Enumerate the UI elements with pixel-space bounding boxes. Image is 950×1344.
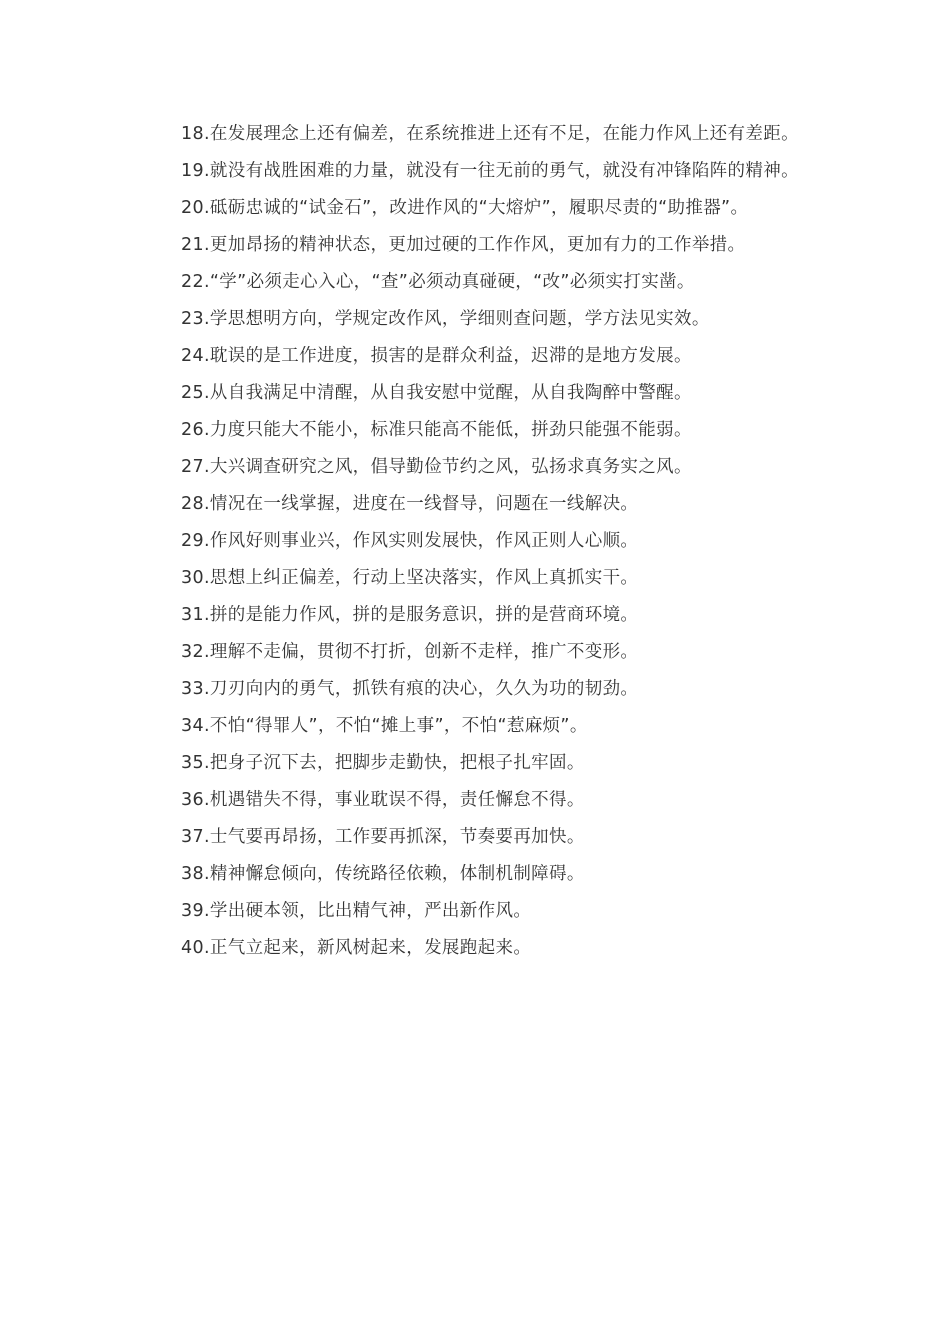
paragraph-27: 27.大兴调查研究之风，倡导勤俭节约之风，弘扬求真务实之风。 [181, 457, 692, 477]
paragraph-30: 30.思想上纠正偏差，行动上坚决落实，作风上真抓实干。 [181, 568, 639, 588]
paragraph-21: 21.更加昂扬的精神状态，更加过硬的工作作风，更加有力的工作举措。 [181, 235, 746, 255]
paragraph-34: 34.不怕“得罪人”，不怕“摊上事”，不怕“惹麻烦”。 [181, 716, 588, 736]
paragraph-22: 22.“学”必须走心入心，“查”必须动真碰硬，“改”必须实打实凿。 [181, 272, 695, 292]
paragraph-35: 35.把身子沉下去，把脚步走勤快，把根子扎牢固。 [181, 753, 585, 773]
paragraph-20: 20.砥砺忠诚的“试金石”，改进作风的“大熔炉”，履职尽责的“助推器”。 [181, 198, 749, 218]
paragraph-25: 25.从自我满足中清醒，从自我安慰中觉醒，从自我陶醉中警醒。 [181, 383, 692, 403]
paragraph-28: 28.情况在一线掌握，进度在一线督导，问题在一线解决。 [181, 494, 639, 514]
paragraph-29: 29.作风好则事业兴，作风实则发展快，作风正则人心顺。 [181, 531, 639, 551]
paragraph-32: 32.理解不走偏，贯彻不打折，创新不走样，推广不变形。 [181, 642, 639, 662]
paragraph-38: 38.精神懈怠倾向，传统路径依赖，体制机制障碍。 [181, 864, 585, 884]
paragraph-31: 31.拼的是能力作风，拼的是服务意识，拼的是营商环境。 [181, 605, 639, 625]
paragraph-19: 19.就没有战胜困难的力量，就没有一往无前的勇气，就没有冲锋陷阵的精神。 [181, 161, 799, 181]
paragraph-40: 40.正气立起来，新风树起来，发展跑起来。 [181, 938, 532, 958]
paragraph-36: 36.机遇错失不得，事业耽误不得，责任懈怠不得。 [181, 790, 585, 810]
paragraph-26: 26.力度只能大不能小，标准只能高不能低，拼劲只能强不能弱。 [181, 420, 692, 440]
paragraph-24: 24.耽误的是工作进度，损害的是群众利益，迟滞的是地方发展。 [181, 346, 692, 366]
paragraph-37: 37.士气要再昂扬，工作要再抓深，节奏要再加快。 [181, 827, 585, 847]
paragraph-23: 23.学思想明方向，学规定改作风，学细则查问题，学方法见实效。 [181, 309, 710, 329]
paragraph-39: 39.学出硬本领，比出精气神，严出新作风。 [181, 901, 532, 921]
paragraph-33: 33.刀刃向内的勇气，抓铁有痕的决心，久久为功的韧劲。 [181, 679, 639, 699]
document-page [144, 122, 812, 973]
paragraph-18: 18.在发展理念上还有偏差，在系统推进上还有不足，在能力作风上还有差距。 [181, 124, 799, 144]
